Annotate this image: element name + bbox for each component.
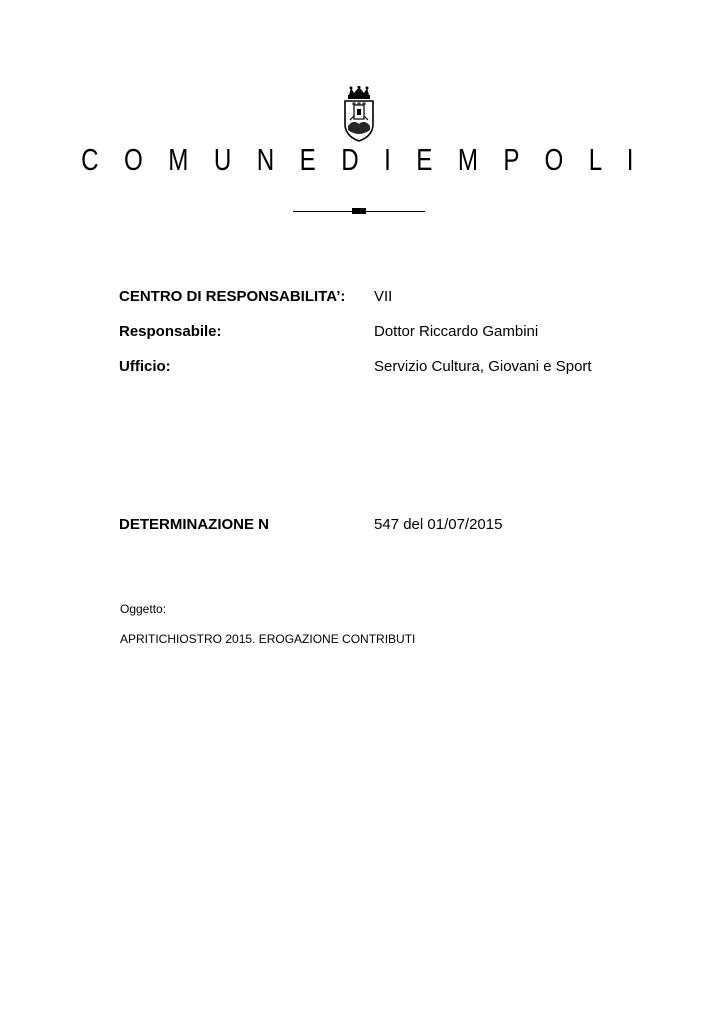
municipality-title: C O M U N E D I E M P O L I bbox=[81, 142, 643, 177]
responsibility-center-label: CENTRO DI RESPONSABILITA’: bbox=[119, 288, 346, 305]
office-value: Servizio Cultura, Giovani e Sport bbox=[374, 358, 592, 375]
subject-label: Oggetto: bbox=[120, 602, 167, 616]
responsible-value: Dottor Riccardo Gambini bbox=[374, 323, 539, 340]
header-divider-mark bbox=[352, 208, 366, 214]
subject-value: APRITICHIOSTRO 2015. EROGAZIONE CONTRIBUTI bbox=[120, 632, 416, 646]
responsible-label: Responsabile: bbox=[119, 323, 222, 340]
municipal-coat-of-arms-icon bbox=[341, 86, 377, 142]
responsibility-center-value: VII bbox=[374, 288, 393, 305]
office-label: Ufficio: bbox=[119, 358, 171, 375]
determination-number-value: 547 del 01/07/2015 bbox=[374, 516, 503, 533]
determination-number-label: DETERMINAZIONE N bbox=[119, 516, 269, 533]
